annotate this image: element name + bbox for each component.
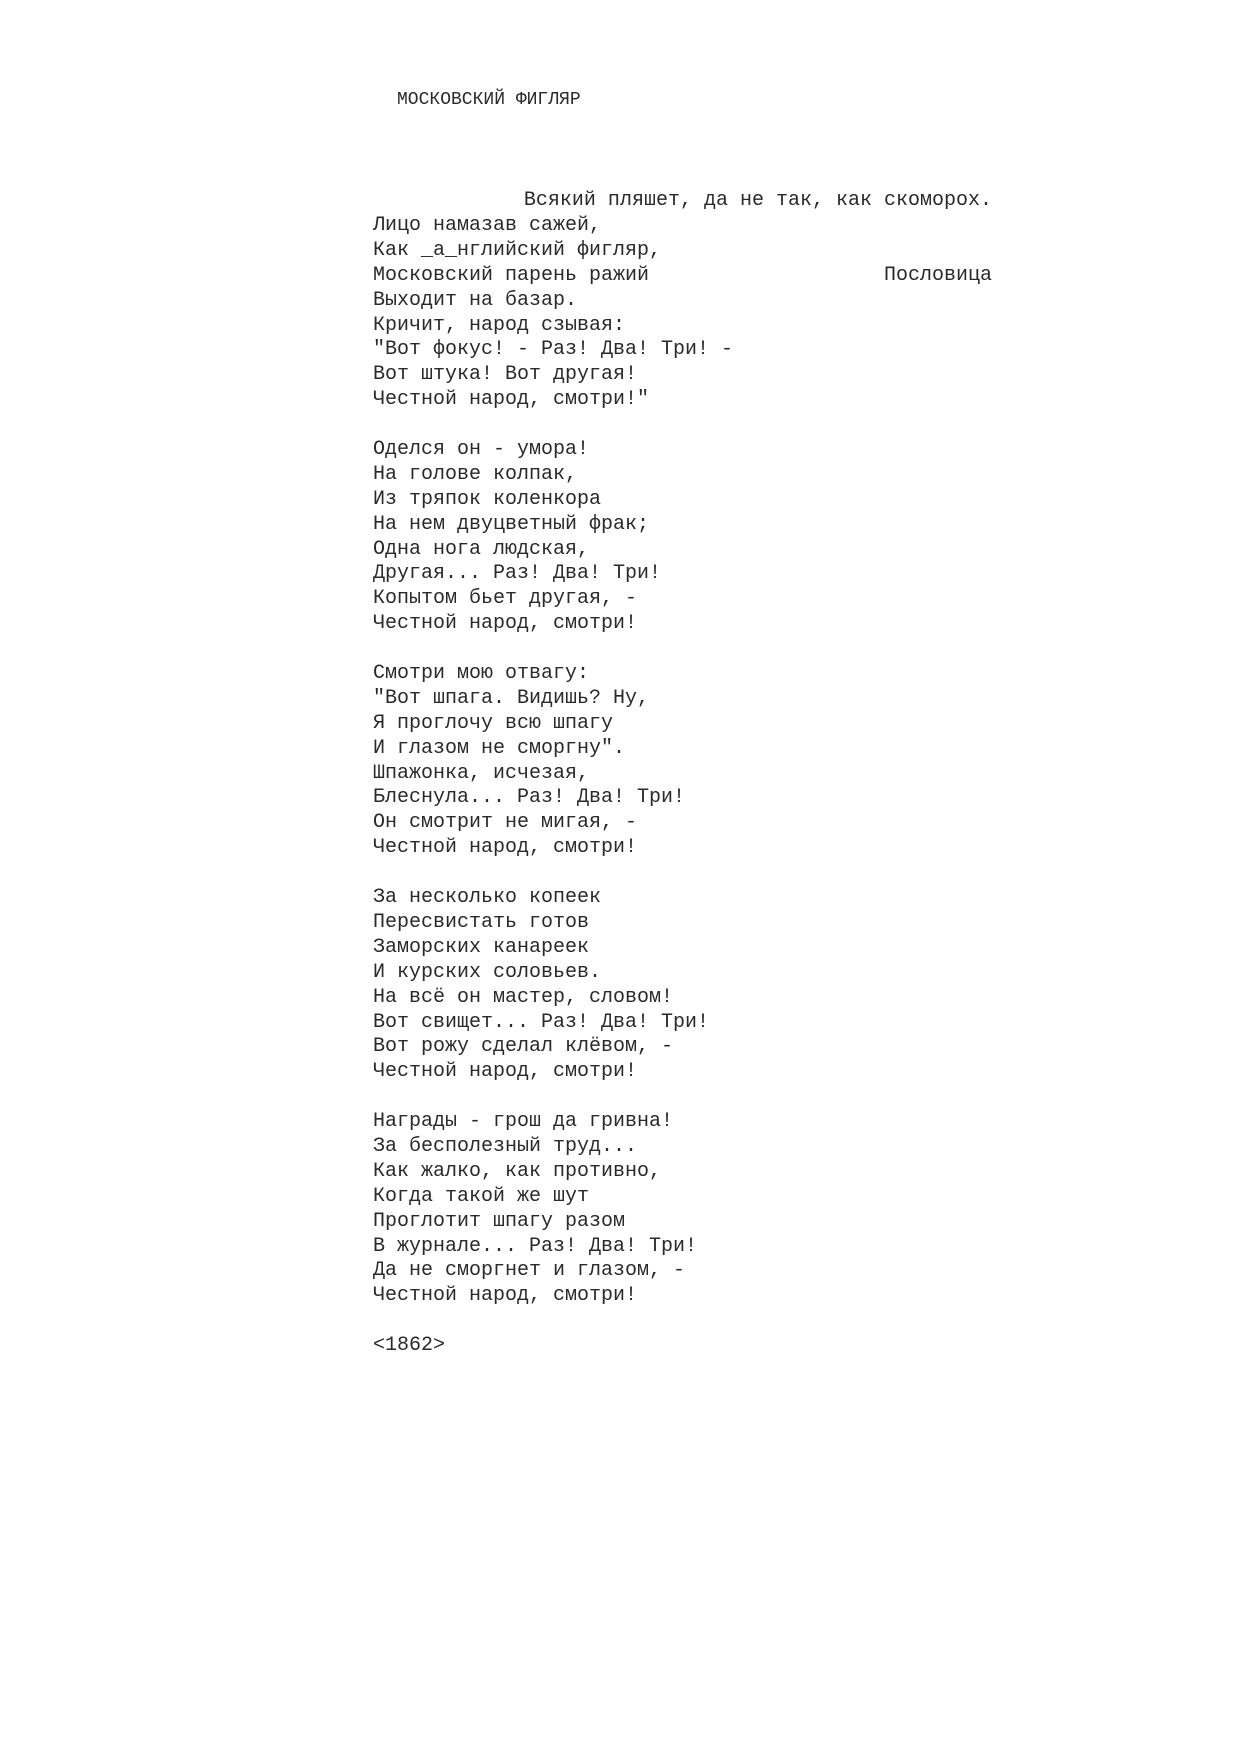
poem-line: Честной народ, смотри! (373, 1284, 638, 1308)
poem-line: Другая... Раз! Два! Три! (373, 562, 662, 586)
poem-line: Честной народ, смотри!" (373, 388, 650, 412)
poem-line: Честной народ, смотри! (373, 836, 638, 860)
stanza-4 (373, 886, 733, 1085)
poem-line: На нем двуцветный фрак; (373, 512, 650, 536)
poem-line: "Вот шпага. Видишь? Ну, (373, 686, 650, 710)
poem-line: За бесполезный труд... (373, 1134, 638, 1158)
poem-line: Пересвистать готов (373, 910, 590, 934)
poem-line: Вот рожу сделал клёвом, - (373, 1035, 674, 1059)
poem-line: Оделся он - умора! (373, 438, 590, 462)
poem-line: Я проглочу всю шпагу (373, 711, 614, 735)
poem-date: <1862> (373, 1334, 446, 1358)
poem-line: Да не сморгнет и глазом, - (373, 1259, 686, 1283)
stanza-3 (373, 662, 733, 861)
poem-line: Из тряпок коленкора (373, 487, 602, 511)
poem-line: За несколько копеек (373, 886, 602, 910)
poem-body (373, 214, 733, 1359)
poem-line: "Вот фокус! - Раз! Два! Три! - (373, 338, 734, 362)
poem-line: В журнале... Раз! Два! Три! (373, 1234, 698, 1258)
poem-line: Когда такой же шут (373, 1184, 590, 1208)
stanza-2 (373, 438, 733, 637)
poem-line: Проглотит шпагу разом (373, 1209, 626, 1233)
stanza-5 (373, 1110, 733, 1309)
poem-line: Московский парень ражий (373, 263, 650, 287)
stanza-1 (373, 214, 733, 413)
poem-line: И курских соловьев. (373, 960, 602, 984)
epigraph-source: Пословица (883, 264, 992, 287)
poem-line: Награды - грош да гривна! (373, 1110, 674, 1134)
poem-line: Вот свищет... Раз! Два! Три! (373, 1010, 710, 1034)
poem-line: И глазом не сморгну". (373, 736, 626, 760)
poem-line: Как жалко, как противно, (373, 1159, 662, 1183)
poem-line: Честной народ, смотри! (373, 612, 638, 636)
poem-line: Заморских канареек (373, 935, 590, 959)
poem-line: На голове колпак, (373, 462, 578, 486)
poem-line: Честной народ, смотри! (373, 1060, 638, 1084)
poem-line: Блеснула... Раз! Два! Три! (373, 786, 686, 810)
poem-line: Копытом бьет другая, - (373, 587, 638, 611)
poem-line: Как _а_нглийский фигляр, (373, 238, 662, 262)
poem-line: Кричит, народ сзывая: (373, 313, 626, 337)
poem-line: На всё он мастер, словом! (373, 985, 674, 1009)
poem-line: Одна нога людская, (373, 537, 590, 561)
epigraph-text: Всякий пляшет, да не так, как скоморох. (523, 189, 992, 212)
poem-line: Вот штука! Вот другая! (373, 363, 638, 387)
poem-line: Смотри мою отвагу: (373, 662, 590, 686)
poem-line: Лицо намазав сажей, (373, 214, 602, 237)
poem-line: Он смотрит не мигая, - (373, 811, 638, 835)
poem-title: МОСКОВСКИЙ ФИГЛЯР (397, 90, 581, 110)
poem-line: Выходит на базар. (373, 288, 578, 312)
poem-line: Шпажонка, исчезая, (373, 761, 590, 785)
